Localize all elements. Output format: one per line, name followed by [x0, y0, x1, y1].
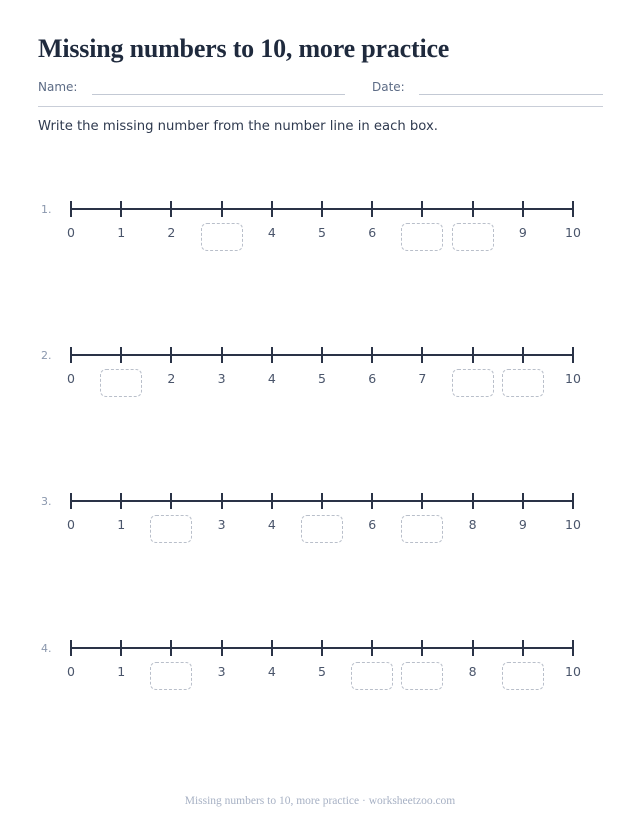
tick-label: 6: [368, 517, 377, 532]
tick-mark: [271, 493, 273, 509]
tick-mark: [120, 347, 122, 363]
footer: Missing numbers to 10, more practice · worksheetzoo.com: [184, 795, 456, 807]
tick-mark: [371, 347, 373, 363]
tick-mark: [371, 493, 373, 509]
tick-mark: [271, 347, 273, 363]
tick-label: 5: [318, 664, 326, 679]
answer-box[interactable]: [401, 223, 443, 251]
tick-mark: [120, 493, 122, 509]
tick-mark: [321, 201, 323, 217]
date-label: Date:: [372, 80, 405, 94]
tick-mark: [572, 493, 574, 509]
answer-box[interactable]: [401, 515, 443, 543]
answer-box[interactable]: [452, 223, 494, 251]
tick-label: 0: [67, 225, 75, 240]
tick-mark: [371, 201, 373, 217]
answer-box[interactable]: [452, 369, 494, 397]
tick-mark: [421, 347, 423, 363]
tick-mark: [170, 347, 172, 363]
tick-label: 4: [267, 225, 276, 240]
tick-label: 3: [217, 517, 226, 532]
date-field[interactable]: [419, 94, 603, 95]
tick-label: 1: [117, 517, 126, 532]
tick-mark: [522, 493, 524, 509]
tick-label: 10: [565, 517, 581, 532]
tick-mark: [472, 640, 474, 656]
problem-number: 3.: [41, 495, 52, 508]
tick-mark: [522, 640, 524, 656]
tick-mark: [321, 640, 323, 656]
tick-label: 10: [565, 225, 581, 240]
tick-mark: [221, 347, 223, 363]
tick-label: 0: [67, 371, 75, 386]
tick-label: 8: [468, 517, 477, 532]
tick-mark: [572, 201, 574, 217]
tick-mark: [221, 640, 223, 656]
tick-mark: [70, 493, 72, 509]
tick-label: 1: [117, 225, 126, 240]
tick-label: 4: [267, 517, 276, 532]
tick-mark: [70, 347, 72, 363]
tick-mark: [421, 201, 423, 217]
tick-mark: [572, 640, 574, 656]
tick-mark: [120, 640, 122, 656]
tick-mark: [472, 201, 474, 217]
tick-mark: [321, 347, 323, 363]
answer-box[interactable]: [100, 369, 142, 397]
tick-label: 2: [167, 371, 176, 386]
instructions: Write the missing number from the number line in each box.: [38, 119, 438, 134]
tick-label: 1: [117, 664, 126, 679]
tick-mark: [271, 640, 273, 656]
tick-label: 3: [217, 371, 226, 386]
tick-mark: [371, 640, 373, 656]
answer-box[interactable]: [150, 662, 192, 690]
answer-box[interactable]: [150, 515, 192, 543]
problem-number: 4.: [41, 642, 52, 655]
tick-mark: [472, 493, 474, 509]
tick-mark: [421, 640, 423, 656]
tick-label: 9: [518, 517, 527, 532]
tick-label: 5: [318, 225, 326, 240]
tick-mark: [472, 347, 474, 363]
tick-mark: [170, 493, 172, 509]
tick-label: 2: [167, 225, 176, 240]
answer-box[interactable]: [351, 662, 393, 690]
tick-mark: [522, 201, 524, 217]
tick-label: 8: [468, 664, 477, 679]
tick-mark: [221, 493, 223, 509]
tick-label: 6: [368, 225, 377, 240]
problem-3: [0, 491, 640, 561]
tick-label: 4: [267, 371, 276, 386]
problem-1: [0, 199, 640, 269]
tick-label: 0: [67, 517, 75, 532]
tick-mark: [221, 201, 223, 217]
tick-label: 3: [217, 664, 226, 679]
name-field[interactable]: [92, 94, 345, 95]
tick-mark: [321, 493, 323, 509]
tick-mark: [170, 201, 172, 217]
tick-label: 4: [267, 664, 276, 679]
answer-box[interactable]: [502, 662, 544, 690]
tick-mark: [120, 201, 122, 217]
problem-number: 2.: [41, 349, 52, 362]
page-title: Missing numbers to 10, more practice: [38, 34, 450, 63]
tick-mark: [170, 640, 172, 656]
name-label: Name:: [38, 80, 78, 94]
problem-4: [0, 638, 640, 708]
tick-mark: [271, 201, 273, 217]
tick-label: 5: [318, 371, 326, 386]
answer-box[interactable]: [401, 662, 443, 690]
tick-mark: [70, 201, 72, 217]
tick-label: 6: [368, 371, 377, 386]
header-divider: [38, 106, 603, 107]
answer-box[interactable]: [301, 515, 343, 543]
answer-box[interactable]: [201, 223, 243, 251]
tick-mark: [70, 640, 72, 656]
tick-label: 10: [565, 371, 581, 386]
problem-number: 1.: [41, 203, 52, 216]
tick-label: 10: [565, 664, 581, 679]
answer-box[interactable]: [502, 369, 544, 397]
tick-mark: [421, 493, 423, 509]
tick-mark: [522, 347, 524, 363]
tick-mark: [572, 347, 574, 363]
problem-2: [0, 345, 640, 415]
tick-label: 7: [418, 371, 427, 386]
tick-label: 0: [67, 664, 75, 679]
tick-label: 9: [518, 225, 527, 240]
